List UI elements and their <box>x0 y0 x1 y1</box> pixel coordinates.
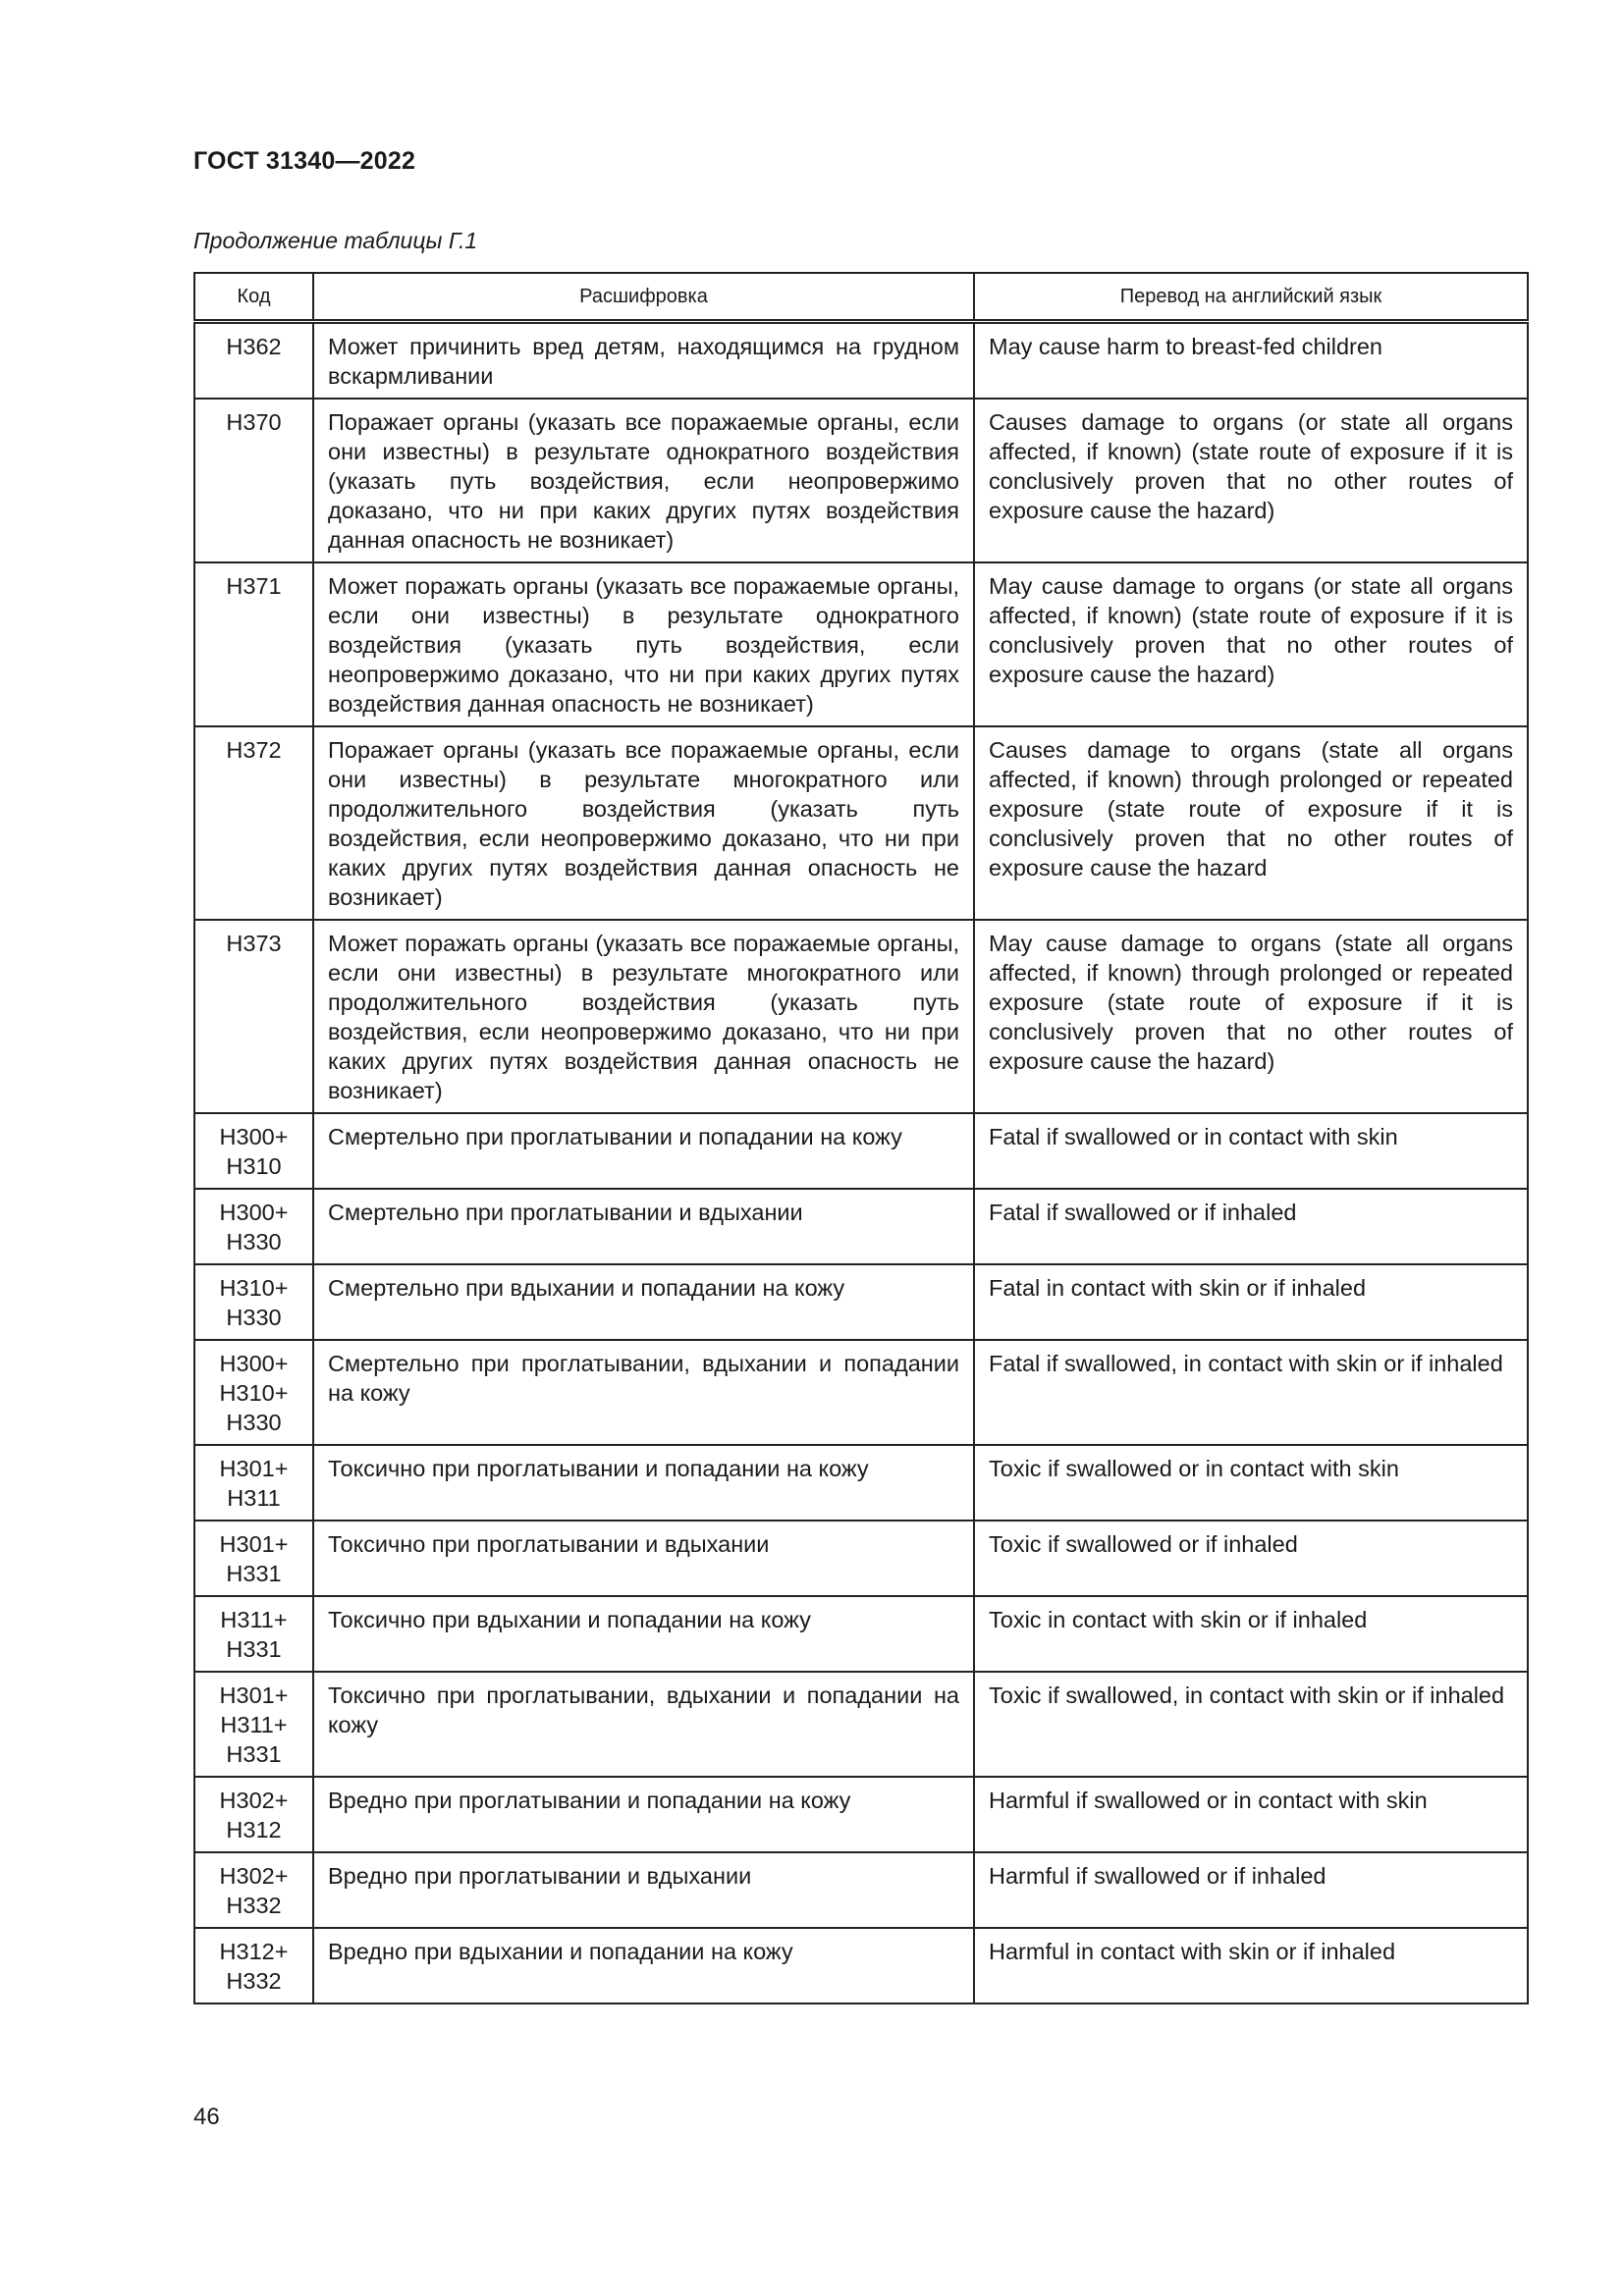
table-row <box>194 562 1528 726</box>
table-row <box>194 1596 1528 1672</box>
decoding-cell: Вредно при проглатывании и вдыхании <box>313 1852 974 1928</box>
code-cell: H300+ H310 <box>194 1113 313 1189</box>
translation-cell: Causes damage to organs (or state all organs affected, if known) (state route of exposure if it is conclusively proven that no other routes of exposure cause the hazard) <box>974 399 1528 562</box>
translation-cell: Toxic if swallowed, in contact with skin or if inhaled <box>974 1672 1528 1777</box>
table-row <box>194 1445 1528 1521</box>
translation-cell: May cause harm to breast-fed children <box>974 322 1528 400</box>
decoding-cell: Смертельно при проглатывании и вдыхании <box>313 1189 974 1264</box>
table-row <box>194 726 1528 920</box>
code-cell: H370 <box>194 399 313 562</box>
column-header-code: Код <box>194 273 313 322</box>
code-cell: H300+ H310+ H330 <box>194 1340 313 1445</box>
decoding-cell: Может поражать органы (указать все поражаемые органы, если они известны) в результате многократного или продолжительного воздействия (указать путь воздействия, если неопровержимо доказано, что ни при каких других путях воздействия данная опасность не возникает) <box>313 920 974 1113</box>
code-cell: H302+ H332 <box>194 1852 313 1928</box>
code-cell: H300+ H330 <box>194 1189 313 1264</box>
table-row <box>194 1777 1528 1852</box>
code-cell: H372 <box>194 726 313 920</box>
document-standard-header: ГОСТ 31340—2022 <box>193 147 416 175</box>
decoding-cell: Токсично при вдыхании и попадании на кожу <box>313 1596 974 1672</box>
code-cell: H310+ H330 <box>194 1264 313 1340</box>
table-row <box>194 1189 1528 1264</box>
code-cell: H301+ H331 <box>194 1521 313 1596</box>
code-cell: H302+ H312 <box>194 1777 313 1852</box>
decoding-cell: Поражает органы (указать все поражаемые органы, если они известны) в результате многократного или продолжительного воздействия (указать путь воздействия, если неопровержимо доказано, что ни при каких других путях воздействия данная опасность не возникает) <box>313 726 974 920</box>
table-row <box>194 1672 1528 1777</box>
table-row <box>194 1340 1528 1445</box>
translation-cell: Fatal if swallowed or in contact with skin <box>974 1113 1528 1189</box>
decoding-cell: Вредно при проглатывании и попадании на кожу <box>313 1777 974 1852</box>
decoding-cell: Токсично при проглатывании, вдыхании и попадании на кожу <box>313 1672 974 1777</box>
table-row <box>194 1113 1528 1189</box>
decoding-cell: Может причинить вред детям, находящимся на грудном вскармливании <box>313 322 974 400</box>
translation-cell: Toxic if swallowed or in contact with skin <box>974 1445 1528 1521</box>
decoding-cell: Токсично при проглатывании и вдыхании <box>313 1521 974 1596</box>
code-cell: H301+ H311 <box>194 1445 313 1521</box>
decoding-cell: Смертельно при вдыхании и попадании на кожу <box>313 1264 974 1340</box>
translation-cell: Fatal if swallowed, in contact with skin or if inhaled <box>974 1340 1528 1445</box>
table-row <box>194 322 1528 400</box>
code-cell: H312+ H332 <box>194 1928 313 2003</box>
code-cell: H373 <box>194 920 313 1113</box>
decoding-cell: Может поражать органы (указать все поражаемые органы, если они известны) в результате однократного воздействия (указать путь воздействия, если неопровержимо доказано, что ни при каких других путях воздействия данная опасность не возникает) <box>313 562 974 726</box>
table-row <box>194 1264 1528 1340</box>
code-cell: H311+ H331 <box>194 1596 313 1672</box>
translation-cell: Toxic if swallowed or if inhaled <box>974 1521 1528 1596</box>
table-row <box>194 1521 1528 1596</box>
translation-cell: May cause damage to organs (state all organs affected, if known) through prolonged or repeated exposure (state route of exposure if it is conclusively proven that no other routes of exposure cause the hazard) <box>974 920 1528 1113</box>
table-row <box>194 1928 1528 2003</box>
translation-cell: Causes damage to organs (state all organs affected, if known) through prolonged or repeated exposure (state route of exposure if it is conclusively proven that no other routes of exposure cause the hazard <box>974 726 1528 920</box>
translation-cell: Harmful in contact with skin or if inhaled <box>974 1928 1528 2003</box>
translation-cell: Fatal in contact with skin or if inhaled <box>974 1264 1528 1340</box>
translation-cell: May cause damage to organs (or state all organs affected, if known) (state route of exposure if it is conclusively proven that no other routes of exposure cause the hazard) <box>974 562 1528 726</box>
table-row <box>194 920 1528 1113</box>
code-cell: H371 <box>194 562 313 726</box>
translation-cell: Harmful if swallowed or if inhaled <box>974 1852 1528 1928</box>
column-header-translation: Перевод на английский язык <box>974 273 1528 322</box>
translation-cell: Fatal if swallowed or if inhaled <box>974 1189 1528 1264</box>
table-caption: Продолжение таблицы Г.1 <box>193 228 478 253</box>
decoding-cell: Поражает органы (указать все поражаемые органы, если они известны) в результате однократного воздействия (указать путь воздействия, если неопровержимо доказано, что ни при каких других путях воздействия данная опасность не возникает) <box>313 399 974 562</box>
decoding-cell: Токсично при проглатывании и попадании на кожу <box>313 1445 974 1521</box>
table-row <box>194 1852 1528 1928</box>
hazard-codes-table <box>193 272 1529 2004</box>
table-header-row <box>194 273 1528 322</box>
page-number: 46 <box>193 2104 220 2130</box>
decoding-cell: Вредно при вдыхании и попадании на кожу <box>313 1928 974 2003</box>
decoding-cell: Смертельно при проглатывании и попадании на кожу <box>313 1113 974 1189</box>
code-cell: H362 <box>194 322 313 400</box>
translation-cell: Toxic in contact with skin or if inhaled <box>974 1596 1528 1672</box>
code-cell: H301+ H311+ H331 <box>194 1672 313 1777</box>
table-row <box>194 399 1528 562</box>
translation-cell: Harmful if swallowed or in contact with skin <box>974 1777 1528 1852</box>
column-header-decoding: Расшифровка <box>313 273 974 322</box>
decoding-cell: Смертельно при проглатывании, вдыхании и попадании на кожу <box>313 1340 974 1445</box>
